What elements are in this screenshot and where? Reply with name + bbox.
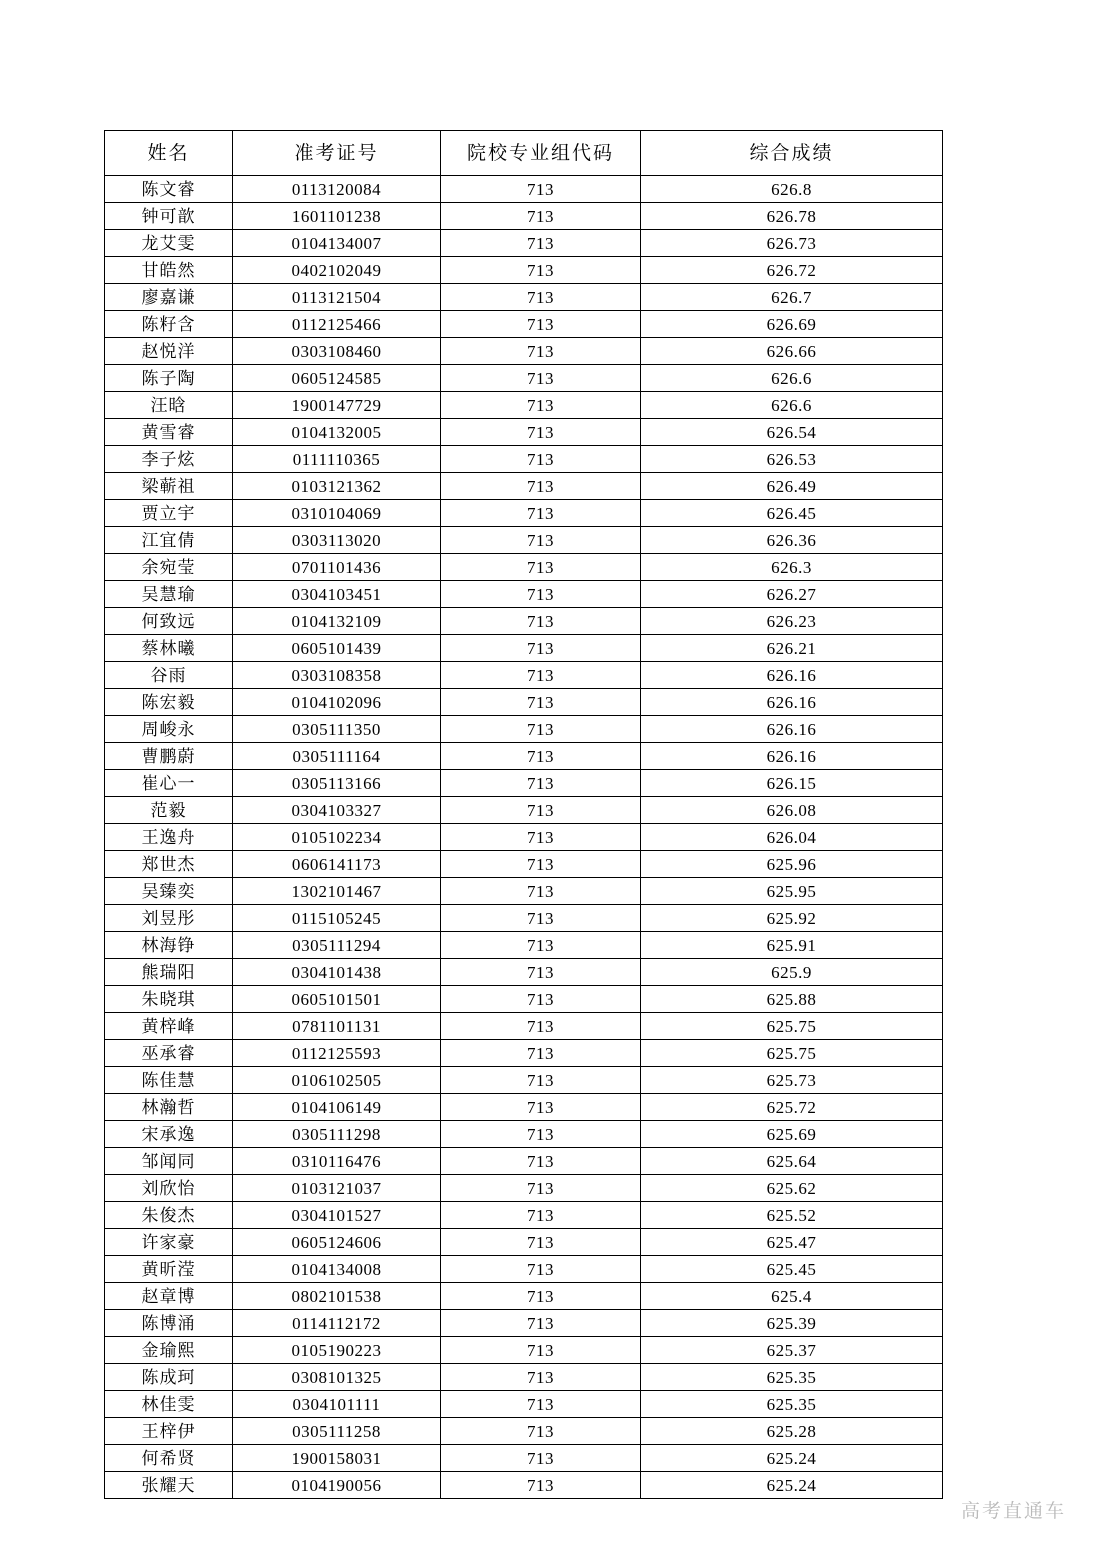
exam-number: 0104134007 — [233, 230, 441, 257]
column-header-exam-number: 准考证号 — [233, 131, 441, 176]
major-group-code: 713 — [441, 1391, 641, 1418]
candidate-name: 王梓伊 — [105, 1418, 233, 1445]
exam-number: 0802101538 — [233, 1283, 441, 1310]
exam-number: 0605101501 — [233, 986, 441, 1013]
major-group-code: 713 — [441, 743, 641, 770]
composite-score: 626.16 — [641, 662, 943, 689]
candidate-name: 江宜倩 — [105, 527, 233, 554]
candidate-name: 何希贤 — [105, 1445, 233, 1472]
table-row — [105, 743, 943, 770]
major-group-code: 713 — [441, 257, 641, 284]
major-group-code: 713 — [441, 1364, 641, 1391]
composite-score: 625.35 — [641, 1364, 943, 1391]
column-header-major-group-code: 院校专业组代码 — [441, 131, 641, 176]
composite-score: 626.7 — [641, 284, 943, 311]
candidate-name: 林海铮 — [105, 932, 233, 959]
major-group-code: 713 — [441, 419, 641, 446]
table-row — [105, 338, 943, 365]
composite-score: 625.75 — [641, 1013, 943, 1040]
table-row — [105, 1472, 943, 1499]
candidate-name: 郑世杰 — [105, 851, 233, 878]
candidate-name: 吴慧瑜 — [105, 581, 233, 608]
exam-number: 0103121037 — [233, 1175, 441, 1202]
exam-number: 0115105245 — [233, 905, 441, 932]
composite-score: 625.35 — [641, 1391, 943, 1418]
major-group-code: 713 — [441, 1445, 641, 1472]
table-row — [105, 1175, 943, 1202]
table-row — [105, 1256, 943, 1283]
candidate-name: 陈籽含 — [105, 311, 233, 338]
composite-score: 626.36 — [641, 527, 943, 554]
exam-number: 1900147729 — [233, 392, 441, 419]
exam-number: 0104132109 — [233, 608, 441, 635]
table-row — [105, 392, 943, 419]
table-row — [105, 1148, 943, 1175]
major-group-code: 713 — [441, 770, 641, 797]
table-row — [105, 1391, 943, 1418]
composite-score: 626.16 — [641, 716, 943, 743]
major-group-code: 713 — [441, 554, 641, 581]
exam-number: 0304101111 — [233, 1391, 441, 1418]
candidate-name: 黄梓峰 — [105, 1013, 233, 1040]
column-header-name: 姓名 — [105, 131, 233, 176]
table-row — [105, 1067, 943, 1094]
major-group-code: 713 — [441, 581, 641, 608]
major-group-code: 713 — [441, 689, 641, 716]
major-group-code: 713 — [441, 824, 641, 851]
composite-score: 625.37 — [641, 1337, 943, 1364]
table-row — [105, 905, 943, 932]
exam-number: 0106102505 — [233, 1067, 441, 1094]
candidate-name: 钟可歆 — [105, 203, 233, 230]
candidate-name: 蔡林曦 — [105, 635, 233, 662]
exam-number: 0310104069 — [233, 500, 441, 527]
composite-score: 626.69 — [641, 311, 943, 338]
candidate-name: 王逸舟 — [105, 824, 233, 851]
candidate-name: 贾立宇 — [105, 500, 233, 527]
major-group-code: 713 — [441, 662, 641, 689]
candidate-name: 黄雪睿 — [105, 419, 233, 446]
table-row — [105, 1445, 943, 1472]
major-group-code: 713 — [441, 716, 641, 743]
candidate-name: 甘皓然 — [105, 257, 233, 284]
composite-score: 625.45 — [641, 1256, 943, 1283]
table-body — [105, 176, 943, 1499]
exam-number: 0104106149 — [233, 1094, 441, 1121]
table-row — [105, 959, 943, 986]
major-group-code: 713 — [441, 1418, 641, 1445]
exam-number: 0305111298 — [233, 1121, 441, 1148]
major-group-code: 713 — [441, 959, 641, 986]
major-group-code: 713 — [441, 1175, 641, 1202]
exam-number: 0605124585 — [233, 365, 441, 392]
candidate-name: 吴臻奕 — [105, 878, 233, 905]
table-row — [105, 230, 943, 257]
major-group-code: 713 — [441, 446, 641, 473]
composite-score: 626.16 — [641, 743, 943, 770]
composite-score: 626.73 — [641, 230, 943, 257]
candidate-name: 余宛莹 — [105, 554, 233, 581]
exam-number: 0305111164 — [233, 743, 441, 770]
composite-score: 626.8 — [641, 176, 943, 203]
exam-number: 0304103451 — [233, 581, 441, 608]
candidate-name: 熊瑞阳 — [105, 959, 233, 986]
major-group-code: 713 — [441, 905, 641, 932]
exam-number: 0104102096 — [233, 689, 441, 716]
composite-score: 625.69 — [641, 1121, 943, 1148]
candidate-name: 金瑜熙 — [105, 1337, 233, 1364]
exam-number: 0701101436 — [233, 554, 441, 581]
candidate-name: 宋承逸 — [105, 1121, 233, 1148]
exam-number: 0103121362 — [233, 473, 441, 500]
composite-score: 626.53 — [641, 446, 943, 473]
table-row — [105, 419, 943, 446]
exam-number: 0104134008 — [233, 1256, 441, 1283]
exam-number: 0105190223 — [233, 1337, 441, 1364]
candidate-name: 朱俊杰 — [105, 1202, 233, 1229]
major-group-code: 713 — [441, 1472, 641, 1499]
table-row — [105, 473, 943, 500]
table-row — [105, 1094, 943, 1121]
candidate-name: 黄昕滢 — [105, 1256, 233, 1283]
exam-number: 0113120084 — [233, 176, 441, 203]
table-row — [105, 176, 943, 203]
admission-score-table — [104, 130, 943, 1499]
candidate-name: 陈文睿 — [105, 176, 233, 203]
candidate-name: 许家豪 — [105, 1229, 233, 1256]
candidate-name: 崔心一 — [105, 770, 233, 797]
major-group-code: 713 — [441, 1067, 641, 1094]
major-group-code: 713 — [441, 230, 641, 257]
exam-number: 0303108358 — [233, 662, 441, 689]
major-group-code: 713 — [441, 473, 641, 500]
exam-number: 0781101131 — [233, 1013, 441, 1040]
composite-score: 625.95 — [641, 878, 943, 905]
composite-score: 625.28 — [641, 1418, 943, 1445]
major-group-code: 713 — [441, 1094, 641, 1121]
candidate-name: 张耀天 — [105, 1472, 233, 1499]
exam-number: 0112125593 — [233, 1040, 441, 1067]
composite-score: 625.9 — [641, 959, 943, 986]
composite-score: 626.78 — [641, 203, 943, 230]
candidate-name: 汪晗 — [105, 392, 233, 419]
composite-score: 626.15 — [641, 770, 943, 797]
exam-number: 0112125466 — [233, 311, 441, 338]
table-header-row — [105, 131, 943, 176]
table-row — [105, 986, 943, 1013]
composite-score: 625.47 — [641, 1229, 943, 1256]
exam-number: 1302101467 — [233, 878, 441, 905]
candidate-name: 陈成珂 — [105, 1364, 233, 1391]
composite-score: 625.88 — [641, 986, 943, 1013]
composite-score: 626.54 — [641, 419, 943, 446]
major-group-code: 713 — [441, 878, 641, 905]
table-row — [105, 716, 943, 743]
exam-number: 0114112172 — [233, 1310, 441, 1337]
composite-score: 625.91 — [641, 932, 943, 959]
table-row — [105, 635, 943, 662]
table-row — [105, 1418, 943, 1445]
exam-number: 0605124606 — [233, 1229, 441, 1256]
exam-number: 0605101439 — [233, 635, 441, 662]
composite-score: 625.73 — [641, 1067, 943, 1094]
candidate-name: 周峻永 — [105, 716, 233, 743]
composite-score: 626.16 — [641, 689, 943, 716]
candidate-name: 陈子陶 — [105, 365, 233, 392]
watermark: 高考直通车 — [960, 1501, 1066, 1522]
candidate-name: 陈佳慧 — [105, 1067, 233, 1094]
major-group-code: 713 — [441, 1337, 641, 1364]
table-header — [105, 131, 943, 176]
composite-score: 626.27 — [641, 581, 943, 608]
table-row — [105, 1121, 943, 1148]
table-row — [105, 446, 943, 473]
candidate-name: 朱晓琪 — [105, 986, 233, 1013]
table-row — [105, 932, 943, 959]
composite-score: 626.3 — [641, 554, 943, 581]
composite-score: 625.24 — [641, 1472, 943, 1499]
candidate-name: 何致远 — [105, 608, 233, 635]
major-group-code: 713 — [441, 851, 641, 878]
composite-score: 625.24 — [641, 1445, 943, 1472]
exam-number: 0304103327 — [233, 797, 441, 824]
major-group-code: 713 — [441, 1256, 641, 1283]
major-group-code: 713 — [441, 527, 641, 554]
exam-number: 0104132005 — [233, 419, 441, 446]
major-group-code: 713 — [441, 1202, 641, 1229]
table-row — [105, 689, 943, 716]
major-group-code: 713 — [441, 1040, 641, 1067]
candidate-name: 邹闻同 — [105, 1148, 233, 1175]
candidate-name: 梁蕲祖 — [105, 473, 233, 500]
exam-number: 0111110365 — [233, 446, 441, 473]
candidate-name: 陈博涌 — [105, 1310, 233, 1337]
table-row — [105, 1040, 943, 1067]
table-row — [105, 365, 943, 392]
candidate-name: 赵章博 — [105, 1283, 233, 1310]
exam-number: 0304101527 — [233, 1202, 441, 1229]
table-row — [105, 824, 943, 851]
candidate-name: 刘昱彤 — [105, 905, 233, 932]
composite-score: 625.39 — [641, 1310, 943, 1337]
column-header-composite-score: 综合成绩 — [641, 131, 943, 176]
composite-score: 626.08 — [641, 797, 943, 824]
major-group-code: 713 — [441, 1283, 641, 1310]
exam-number: 0304101438 — [233, 959, 441, 986]
exam-number: 0305113166 — [233, 770, 441, 797]
candidate-name: 廖嘉谦 — [105, 284, 233, 311]
composite-score: 626.6 — [641, 392, 943, 419]
major-group-code: 713 — [441, 284, 641, 311]
composite-score: 626.72 — [641, 257, 943, 284]
major-group-code: 713 — [441, 1310, 641, 1337]
table-row — [105, 527, 943, 554]
exam-number: 1900158031 — [233, 1445, 441, 1472]
table-row — [105, 770, 943, 797]
table-row — [105, 257, 943, 284]
table-row — [105, 878, 943, 905]
table-row — [105, 554, 943, 581]
table-row — [105, 797, 943, 824]
candidate-name: 曹鹏蔚 — [105, 743, 233, 770]
composite-score: 626.49 — [641, 473, 943, 500]
candidate-name: 谷雨 — [105, 662, 233, 689]
major-group-code: 713 — [441, 392, 641, 419]
exam-number: 0303108460 — [233, 338, 441, 365]
exam-number: 0305111294 — [233, 932, 441, 959]
major-group-code: 713 — [441, 608, 641, 635]
composite-score: 625.96 — [641, 851, 943, 878]
exam-number: 0402102049 — [233, 257, 441, 284]
major-group-code: 713 — [441, 203, 641, 230]
table-row — [105, 1202, 943, 1229]
composite-score: 626.23 — [641, 608, 943, 635]
exam-number: 0113121504 — [233, 284, 441, 311]
composite-score: 626.21 — [641, 635, 943, 662]
major-group-code: 713 — [441, 365, 641, 392]
table-row — [105, 1229, 943, 1256]
candidate-name: 陈宏毅 — [105, 689, 233, 716]
table-row — [105, 311, 943, 338]
composite-score: 625.4 — [641, 1283, 943, 1310]
candidate-name: 林瀚哲 — [105, 1094, 233, 1121]
table-row — [105, 203, 943, 230]
table-row — [105, 500, 943, 527]
table-row — [105, 1013, 943, 1040]
composite-score: 625.72 — [641, 1094, 943, 1121]
major-group-code: 713 — [441, 1121, 641, 1148]
exam-number: 0105102234 — [233, 824, 441, 851]
composite-score: 625.92 — [641, 905, 943, 932]
candidate-name: 赵悦洋 — [105, 338, 233, 365]
table-row — [105, 1310, 943, 1337]
candidate-name: 范毅 — [105, 797, 233, 824]
table-row — [105, 284, 943, 311]
exam-number: 0606141173 — [233, 851, 441, 878]
major-group-code: 713 — [441, 176, 641, 203]
candidate-name: 李子炫 — [105, 446, 233, 473]
candidate-name: 龙艾雯 — [105, 230, 233, 257]
major-group-code: 713 — [441, 1148, 641, 1175]
composite-score: 625.62 — [641, 1175, 943, 1202]
major-group-code: 713 — [441, 797, 641, 824]
exam-number: 0104190056 — [233, 1472, 441, 1499]
candidate-name: 巫承睿 — [105, 1040, 233, 1067]
exam-number: 0310116476 — [233, 1148, 441, 1175]
composite-score: 626.66 — [641, 338, 943, 365]
major-group-code: 713 — [441, 635, 641, 662]
major-group-code: 713 — [441, 338, 641, 365]
composite-score: 626.45 — [641, 500, 943, 527]
major-group-code: 713 — [441, 1013, 641, 1040]
table-row — [105, 662, 943, 689]
candidate-name: 刘欣怡 — [105, 1175, 233, 1202]
major-group-code: 713 — [441, 986, 641, 1013]
table-row — [105, 1364, 943, 1391]
composite-score: 626.04 — [641, 824, 943, 851]
table-row — [105, 581, 943, 608]
table-row — [105, 608, 943, 635]
composite-score: 625.75 — [641, 1040, 943, 1067]
table-row — [105, 851, 943, 878]
exam-number: 1601101238 — [233, 203, 441, 230]
major-group-code: 713 — [441, 1229, 641, 1256]
table-row — [105, 1337, 943, 1364]
major-group-code: 713 — [441, 311, 641, 338]
candidate-name: 林佳雯 — [105, 1391, 233, 1418]
composite-score: 626.6 — [641, 365, 943, 392]
major-group-code: 713 — [441, 500, 641, 527]
composite-score: 625.52 — [641, 1202, 943, 1229]
table-row — [105, 1283, 943, 1310]
exam-number: 0303113020 — [233, 527, 441, 554]
exam-number: 0305111258 — [233, 1418, 441, 1445]
exam-number: 0305111350 — [233, 716, 441, 743]
composite-score: 625.64 — [641, 1148, 943, 1175]
major-group-code: 713 — [441, 932, 641, 959]
exam-number: 0308101325 — [233, 1364, 441, 1391]
